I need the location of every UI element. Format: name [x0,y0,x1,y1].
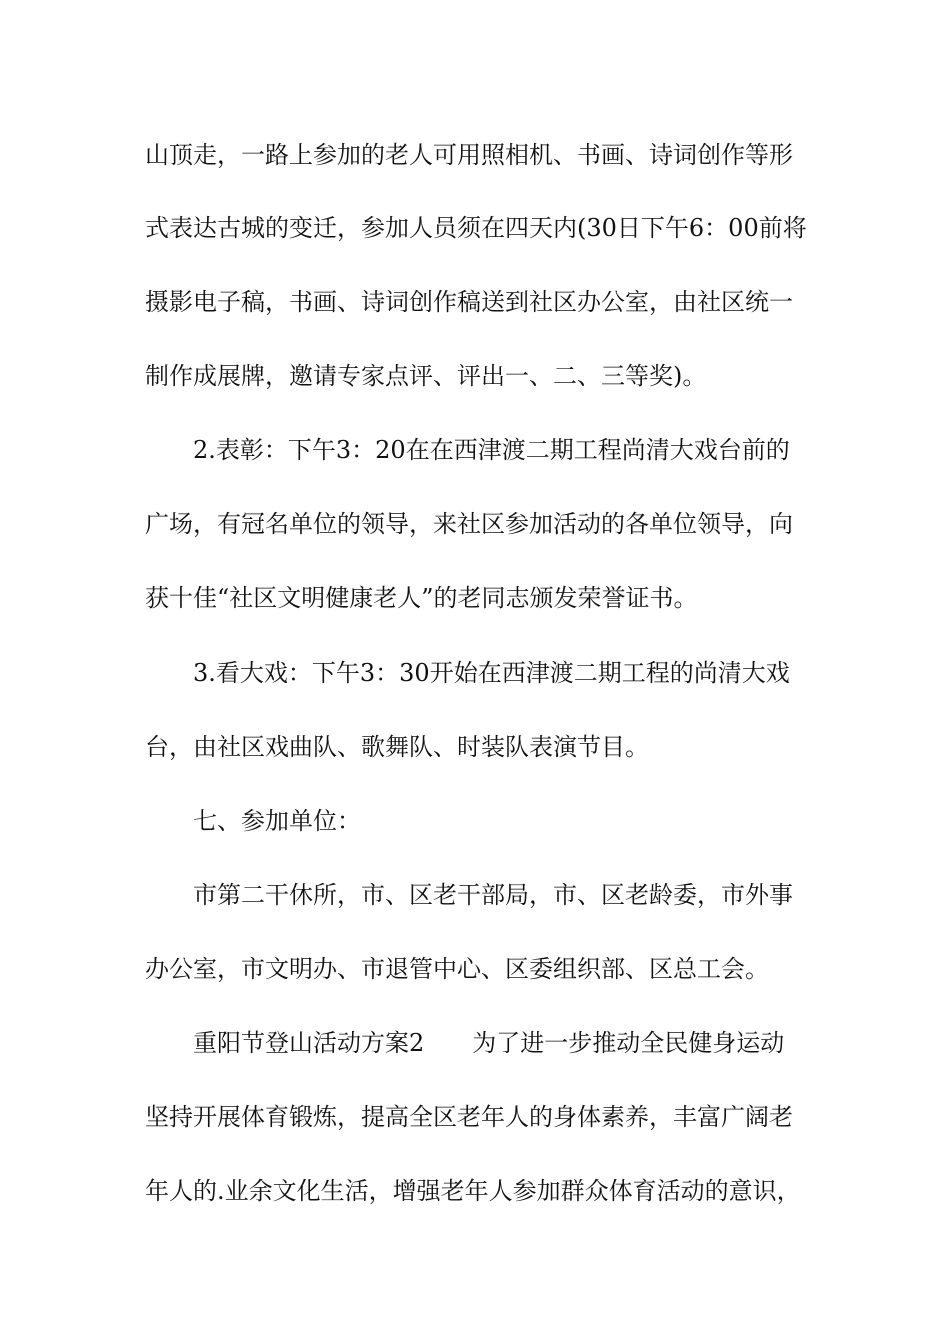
text-line: 式表达古城的变迁，参加人员须在四天内(30日下午6：00前将 [145,214,807,242]
text-line: 重阳节登山活动方案2 为了进一步推动全民健身运动 [193,1029,785,1057]
text-line: 广场，有冠名单位的领导，来社区参加活动的各单位领导，向 [145,510,793,538]
text-line: 2.表彰：下午3：20在在西津渡二期工程尚清大戏台前的 [193,436,790,464]
section-heading: 七、参加单位： [193,807,361,835]
text-line: 摄影电子稿，书画、诗词创作稿送到社区办公室，由社区统一 [145,288,793,316]
text-line: 坚持开展体育锻炼，提高全区老年人的身体素养，丰富广阔老 [145,1103,793,1131]
text-line: 市第二干休所，市、区老干部局，市、区老龄委，市外事 [193,881,793,909]
text-line: 办公室，市文明办、市退管中心、区委组织部、区总工会。 [145,955,769,983]
text-line: 3.看大戏：下午3：30开始在西津渡二期工程的尚清大戏 [193,659,790,687]
text-line: 制作成展牌，邀请专家点评、评出一、二、三等奖)。 [145,362,707,390]
text-line: 年人的.业余文化生活，增强老年人参加群众体育活动的意识， [145,1177,801,1205]
text-line: 获十佳“社区文明健康老人”的老同志颁发荣誉证书。 [145,584,698,612]
text-line: 台，由社区戏曲队、歌舞队、时装队表演节目。 [145,733,649,761]
text-line: 山顶走，一路上参加的老人可用照相机、书画、诗词创作等形 [145,141,793,169]
